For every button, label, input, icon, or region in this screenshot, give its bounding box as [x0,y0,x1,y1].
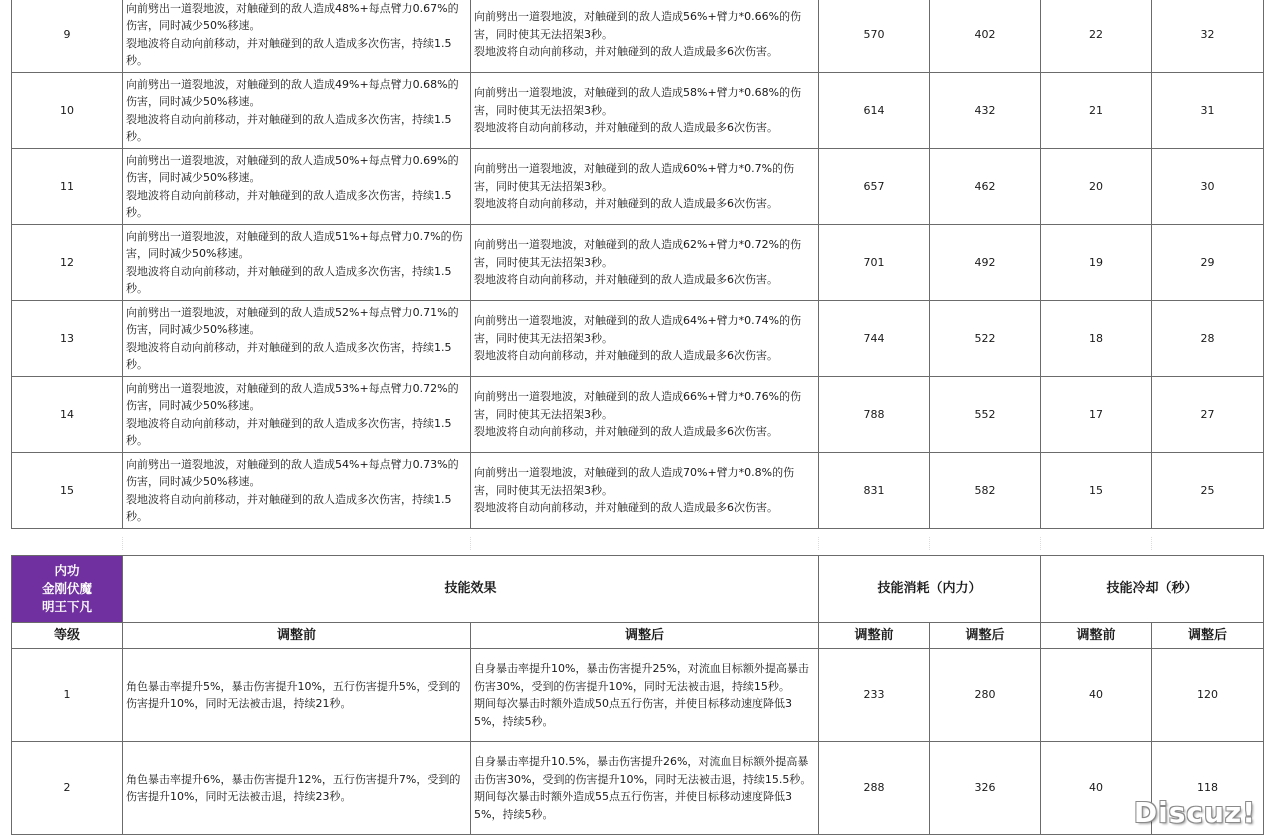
cooldown-before-cell: 22 [1041,0,1152,73]
effect-after-cell [471,649,819,742]
cooldown-after-cell: 120 [1152,649,1264,742]
effect-text: 向前劈出一道裂地波，对触碰到的敌人造成48%+每点臂力0.67%的伤害，同时减少50%移速。 [126,1,459,32]
level-cell: 2 [12,742,123,835]
header-row [12,556,1264,623]
effect-before-cell [123,742,471,835]
effect-text: 角色暴击率提升5%，暴击伤害提升10%，五行伤害提升5%，受到的伤害提升10%，同时无法被击退，持续21秒。 [126,679,461,710]
effect-before-cell [123,225,471,301]
cost-after-cell: 326 [930,742,1041,835]
effect-text: 自身暴击率提升10.5%，暴击伤害提升26%，对流血目标额外提高暴击伤害30%，受到的伤害提升10%，同时无法被击退，持续15.5秒。 [474,755,812,786]
level-cell: 10 [12,73,123,149]
cooldown-before-cell: 19 [1041,225,1152,301]
subheader-after: 调整后 [471,623,819,649]
header-effect: 技能效果 [123,556,819,623]
effect-after-cell [471,225,819,301]
effect-text: 期间每次暴击时额外造成55点五行伤害，并使目标移动速度降低35%，持续5秒。 [474,790,792,821]
table-row [12,377,1264,453]
effect-text: 向前劈出一道裂地波，对触碰到的敌人造成70%+臂力*0.8%的伤害，同时使其无法招架3秒。 [474,466,795,497]
cooldown-before-cell: 17 [1041,377,1152,453]
effect-after-cell [471,0,819,73]
effect-before-cell [123,377,471,453]
header-cooldown: 技能冷却（秒） [1041,556,1264,623]
effect-before-cell [123,453,471,529]
effect-text: 裂地波将自动向前移动，并对触碰到的敌人造成多次伤害，持续1.5秒。 [126,264,452,295]
level-cell: 15 [12,453,123,529]
effect-text: 向前劈出一道裂地波，对触碰到的敌人造成50%+每点臂力0.69%的伤害，同时减少50%移速。 [126,153,459,184]
cost-after-cell: 492 [930,225,1041,301]
effect-text: 向前劈出一道裂地波，对触碰到的敌人造成51%+每点臂力0.7%的伤害，同时减少50%移速。 [126,229,463,260]
subheader-row [12,623,1264,649]
effect-before-cell [123,301,471,377]
effect-text: 裂地波将自动向前移动，并对触碰到的敌人造成多次伤害，持续1.5秒。 [126,112,452,143]
cost-after-cell: 552 [930,377,1041,453]
level-cell: 12 [12,225,123,301]
cost-before-cell: 570 [819,0,930,73]
cooldown-before-cell: 40 [1041,742,1152,835]
cost-before-cell: 744 [819,301,930,377]
cooldown-after-cell: 30 [1152,149,1264,225]
skill-name-line1: 金刚伏魔 [41,581,92,596]
effect-text: 向前劈出一道裂地波，对触碰到的敌人造成52%+每点臂力0.71%的伤害，同时减少50%移速。 [126,305,459,336]
effect-text: 角色暴击率提升6%，暴击伤害提升12%，五行伤害提升7%，受到的伤害提升10%，同时无法被击退，持续23秒。 [126,772,461,803]
table-row [12,0,1264,73]
effect-text: 裂地波将自动向前移动，并对触碰到的敌人造成最多6次伤害。 [474,501,778,515]
effect-text: 向前劈出一道裂地波，对触碰到的敌人造成64%+臂力*0.74%的伤害，同时使其无法招架3秒。 [474,314,802,345]
level-cell: 9 [12,0,123,73]
effect-text: 裂地波将自动向前移动，并对触碰到的敌人造成最多6次伤害。 [474,425,778,439]
effect-text: 裂地波将自动向前移动，并对触碰到的敌人造成多次伤害，持续1.5秒。 [126,188,452,219]
effect-before-cell [123,649,471,742]
cost-before-cell: 657 [819,149,930,225]
subheader-cd-after: 调整后 [1152,623,1264,649]
cooldown-before-cell: 18 [1041,301,1152,377]
cooldown-before-cell: 40 [1041,649,1152,742]
cost-after-cell: 462 [930,149,1041,225]
effect-text: 向前劈出一道裂地波，对触碰到的敌人造成56%+臂力*0.66%的伤害，同时使其无法招架3秒。 [474,10,802,41]
effect-text: 裂地波将自动向前移动，并对触碰到的敌人造成最多6次伤害。 [474,349,778,363]
effect-text: 裂地波将自动向前移动，并对触碰到的敌人造成最多6次伤害。 [474,45,778,59]
effect-text: 裂地波将自动向前移动，并对触碰到的敌人造成多次伤害，持续1.5秒。 [126,36,452,67]
cost-before-cell: 788 [819,377,930,453]
subheader-before: 调整前 [123,623,471,649]
effect-text: 向前劈出一道裂地波，对触碰到的敌人造成66%+臂力*0.76%的伤害，同时使其无法招架3秒。 [474,390,802,421]
table-row [12,649,1264,742]
effect-text: 裂地波将自动向前移动，并对触碰到的敌人造成最多6次伤害。 [474,197,778,211]
cooldown-before-cell: 20 [1041,149,1152,225]
effect-text: 向前劈出一道裂地波，对触碰到的敌人造成53%+每点臂力0.72%的伤害，同时减少50%移速。 [126,381,459,412]
skill-table-upper [11,0,1264,529]
watermark-logo: Discuz! [1133,796,1256,829]
effect-text: 向前劈出一道裂地波，对触碰到的敌人造成62%+臂力*0.72%的伤害，同时使其无法招架3秒。 [474,238,802,269]
level-cell: 13 [12,301,123,377]
header-cost: 技能消耗（内力） [819,556,1041,623]
cooldown-after-cell: 27 [1152,377,1264,453]
cooldown-after-cell: 25 [1152,453,1264,529]
effect-after-cell [471,73,819,149]
skill-name-line2: 明王下凡 [41,599,92,614]
effect-text: 裂地波将自动向前移动，并对触碰到的敌人造成最多6次伤害。 [474,121,778,135]
effect-after-cell [471,377,819,453]
subheader-level: 等级 [12,623,123,649]
cost-before-cell: 288 [819,742,930,835]
cooldown-before-cell: 21 [1041,73,1152,149]
effect-after-cell [471,742,819,835]
cost-after-cell: 432 [930,73,1041,149]
effect-before-cell [123,73,471,149]
effect-text: 向前劈出一道裂地波，对触碰到的敌人造成60%+臂力*0.7%的伤害，同时使其无法招架3秒。 [474,162,795,193]
table-row [12,742,1264,835]
cooldown-after-cell: 31 [1152,73,1264,149]
effect-text: 裂地波将自动向前移动，并对触碰到的敌人造成多次伤害，持续1.5秒。 [126,340,452,371]
table-row [12,453,1264,529]
skill-type: 内功 [54,563,80,578]
effect-before-cell [123,149,471,225]
table-gap [11,533,1264,554]
cost-after-cell: 522 [930,301,1041,377]
skill-table-lower [11,555,1264,835]
effect-text: 裂地波将自动向前移动，并对触碰到的敌人造成多次伤害，持续1.5秒。 [126,416,452,447]
table-row [12,301,1264,377]
effect-text: 向前劈出一道裂地波，对触碰到的敌人造成49%+每点臂力0.68%的伤害，同时减少50%移速。 [126,77,459,108]
effect-text: 自身暴击率提升10%，暴击伤害提升25%，对流血目标额外提高暴击伤害30%，受到的伤害提升10%，同时无法被击退，持续15秒。 [474,662,809,693]
table-row [12,225,1264,301]
level-cell: 14 [12,377,123,453]
effect-before-cell [123,0,471,73]
skill-tag [12,556,123,623]
cost-after-cell: 582 [930,453,1041,529]
cost-before-cell: 831 [819,453,930,529]
cooldown-after-cell: 28 [1152,301,1264,377]
subheader-cd-before: 调整前 [1041,623,1152,649]
level-cell: 1 [12,649,123,742]
subheader-cost-before: 调整前 [819,623,930,649]
cost-before-cell: 233 [819,649,930,742]
level-cell: 11 [12,149,123,225]
cost-after-cell: 402 [930,0,1041,73]
cooldown-after-cell: 32 [1152,0,1264,73]
table-row [12,73,1264,149]
effect-text: 向前劈出一道裂地波，对触碰到的敌人造成54%+每点臂力0.73%的伤害，同时减少50%移速。 [126,457,459,488]
effect-after-cell [471,149,819,225]
effect-after-cell [471,301,819,377]
table-row [12,149,1264,225]
cooldown-after-cell: 118 [1152,742,1264,835]
effect-text: 向前劈出一道裂地波，对触碰到的敌人造成58%+臂力*0.68%的伤害，同时使其无法招架3秒。 [474,86,802,117]
cost-before-cell: 701 [819,225,930,301]
cost-after-cell: 280 [930,649,1041,742]
effect-after-cell [471,453,819,529]
cooldown-before-cell: 15 [1041,453,1152,529]
cost-before-cell: 614 [819,73,930,149]
effect-text: 裂地波将自动向前移动，并对触碰到的敌人造成最多6次伤害。 [474,273,778,287]
effect-text: 期间每次暴击时额外造成50点五行伤害，并使目标移动速度降低35%，持续5秒。 [474,697,792,728]
cooldown-after-cell: 29 [1152,225,1264,301]
subheader-cost-after: 调整后 [930,623,1041,649]
effect-text: 裂地波将自动向前移动，并对触碰到的敌人造成多次伤害，持续1.5秒。 [126,492,452,523]
